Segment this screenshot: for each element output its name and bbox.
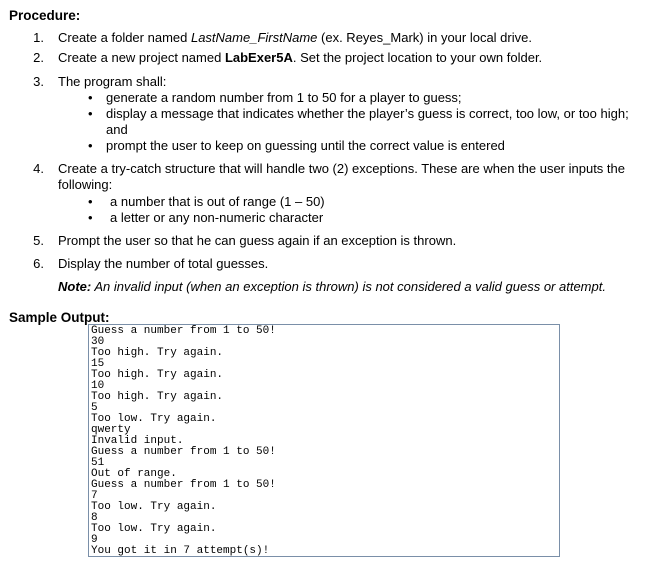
step-6-text: Display the number of total guesses. — [58, 256, 269, 271]
note-text: An invalid input (when an exception is thrown) is not considered a valid guess or attempt. — [91, 279, 606, 294]
note — [58, 279, 606, 294]
console-line: 10 — [91, 380, 105, 392]
bullet-icon: • — [88, 106, 93, 121]
bullet-icon: • — [88, 90, 93, 105]
step-number: 5. — [33, 233, 44, 248]
sample-output-heading: Sample Output: — [9, 310, 110, 325]
console-line: qwerty — [91, 424, 131, 436]
step-2-text: Create a new project named LabExer5A. Set the project location to your own folder. — [58, 50, 543, 65]
console-line: Guess a number from 1 to 50! — [91, 446, 276, 458]
step-4-text: Create a try-catch structure that will handle two (2) exceptions. These are when the user inputs the — [58, 161, 625, 176]
step-4-bullet: a letter or any non-numeric character — [110, 210, 324, 225]
step-number: 4. — [33, 161, 44, 176]
step-number: 1. — [33, 30, 44, 45]
bullet-icon: • — [88, 138, 93, 153]
console-line: Guess a number from 1 to 50! — [91, 325, 276, 337]
console-line: 51 — [91, 457, 105, 469]
bullet-icon: • — [88, 210, 93, 225]
console-line: Too high. Try again. — [91, 369, 224, 381]
step-3-text: The program shall: — [58, 74, 167, 89]
step-4-bullet: a number that is out of range (1 – 50) — [110, 194, 325, 209]
console-line: 9 — [91, 534, 98, 546]
console-line: You got it in 7 attempt(s)! — [91, 545, 270, 557]
console-line: Too low. Try again. — [91, 523, 217, 535]
console-line: 8 — [91, 512, 98, 524]
step-4-text-continued: following: — [58, 177, 113, 192]
step-3-bullet: generate a random number from 1 to 50 for a player to guess; — [106, 90, 462, 105]
console-line: Out of range. — [91, 468, 177, 480]
console-line: 5 — [91, 402, 98, 414]
console-line: 15 — [91, 358, 105, 370]
console-line: 30 — [91, 336, 105, 348]
procedure-heading: Procedure: — [9, 8, 81, 23]
step-5-text: Prompt the user so that he can guess again if an exception is thrown. — [58, 233, 457, 248]
console-line: 7 — [91, 490, 98, 502]
console-line: Too low. Try again. — [91, 413, 217, 425]
bullet-icon: • — [88, 194, 93, 209]
console-output — [88, 324, 560, 557]
step-3-bullet: display a message that indicates whether the player’s guess is correct, too low, or too high; — [106, 106, 629, 121]
console-line: Too low. Try again. — [91, 501, 217, 513]
step-number: 2. — [33, 50, 44, 65]
note-label: Note: — [58, 279, 92, 294]
step-number: 6. — [33, 256, 44, 271]
step-3-bullet: prompt the user to keep on guessing until the correct value is entered — [106, 138, 505, 153]
step-1-text: Create a folder named LastName_FirstName (ex. Reyes_Mark) in your local drive. — [58, 30, 532, 45]
console-line: Too high. Try again. — [91, 391, 224, 403]
console-line: Invalid input. — [91, 435, 184, 447]
step-number: 3. — [33, 74, 44, 89]
console-line: Too high. Try again. — [91, 347, 224, 359]
step-3-bullet-continued: and — [106, 122, 128, 137]
console-line: Guess a number from 1 to 50! — [91, 479, 276, 491]
